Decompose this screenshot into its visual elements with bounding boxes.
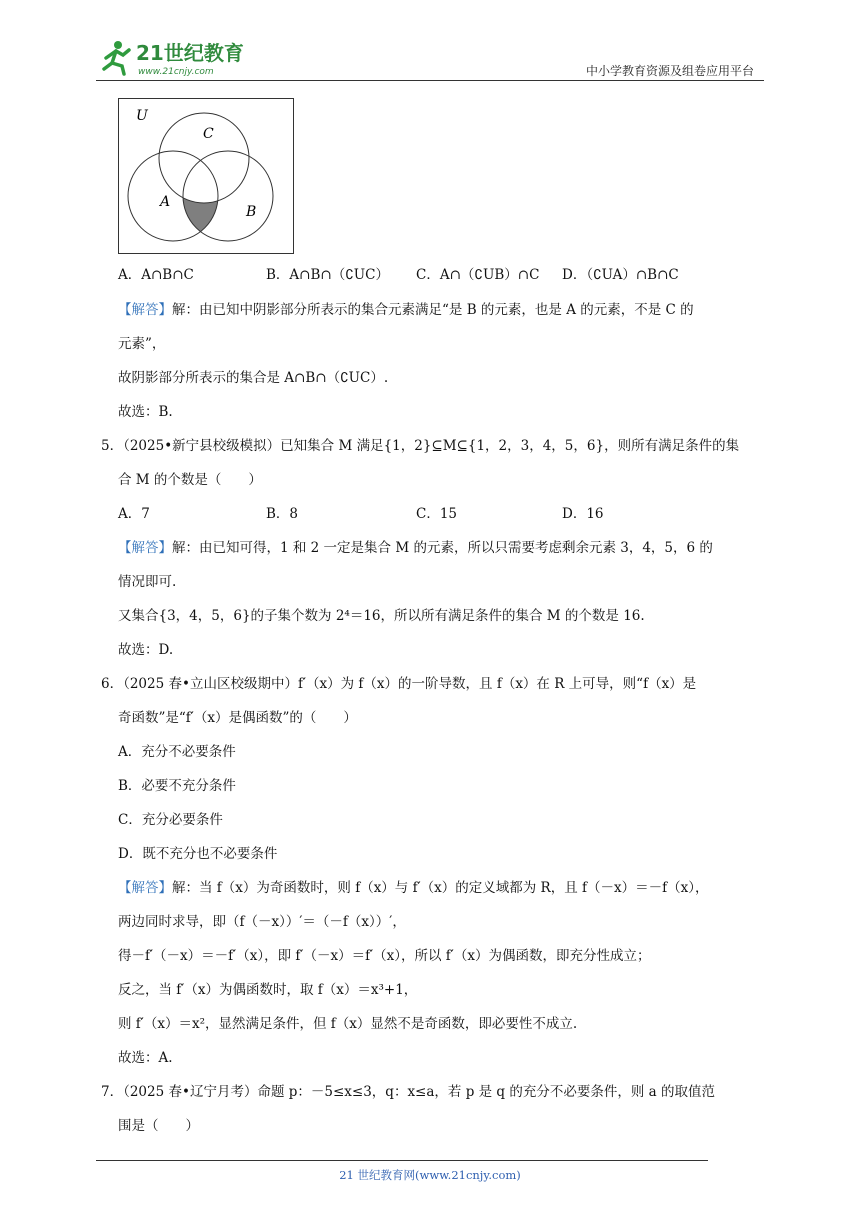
option[interactable]: B．A∩B∩（∁UC）	[266, 267, 390, 283]
q6-solution-line: 两边同时求导，即（f（－x））′＝（－f（x））′，	[118, 914, 406, 930]
q5-answer: 故选：D.	[118, 642, 174, 658]
q6-stem: 6．（2025 春•立山区校级期中）f′（x）为 f（x）的一阶导数，且 f（x）在 R 上可导，则“f（x）是	[101, 676, 697, 692]
q7-stem: 7．（2025 春•辽宁月考）命题 p：－5≤x≤3，q：x≤a，若 p 是 q 的充分不必要条件，则 a 的取值范	[101, 1084, 715, 1100]
q5-stem: 合 M 的个数是（ ）	[118, 472, 262, 488]
answer-tag: 【解答】	[118, 540, 172, 556]
option[interactable]: C．15	[416, 506, 458, 522]
label-b: B	[246, 204, 257, 220]
runner-icon	[104, 41, 129, 74]
option[interactable]: B．8	[266, 506, 299, 522]
q5-options	[118, 502, 604, 522]
option[interactable]: D．（∁UA）∩B∩C	[562, 267, 679, 283]
option[interactable]: C．充分必要条件	[118, 812, 223, 828]
q5-solution-line: 又集合{3，4，5，6}的子集个数为 2⁴＝16，所以所有满足条件的集合 M 的个数是 16.	[118, 608, 645, 624]
label-a: A	[160, 194, 171, 210]
platform-name: 中小学教育资源及组卷应用平台	[585, 64, 754, 78]
answer-tag: 【解答】	[118, 880, 172, 896]
logo-text: 21世纪教育	[136, 41, 244, 65]
q4-options	[118, 263, 679, 283]
option[interactable]: A．充分不必要条件	[118, 744, 236, 760]
option[interactable]: D．既不充分也不必要条件	[118, 846, 278, 862]
q6-answer: 故选：A.	[118, 1050, 173, 1066]
q4-solution-line: 元素”，	[118, 336, 166, 352]
q6-solution-line: 【解答】解：当 f（x）为奇函数时，则 f（x）与 f′（x）的定义域都为 R，且 f（－x）＝－f（x），	[118, 880, 709, 896]
logo-url: www.21cnjy.com	[138, 67, 214, 77]
q6-solution-line: 得－f′（－x）＝－f′（x），即 f′（－x）＝f′（x），所以 f′（x）为偶函数，即充分性成立；	[118, 948, 651, 964]
option[interactable]: B．必要不充分条件	[118, 778, 236, 794]
footer-rule	[96, 1160, 708, 1161]
q5-solution-line: 情况即可.	[118, 574, 177, 590]
q6-stem: 奇函数”是“f′（x）是偶函数”的（ ）	[118, 710, 357, 726]
option[interactable]: A．A∩B∩C	[118, 267, 194, 283]
option[interactable]: A．7	[118, 506, 150, 522]
option[interactable]: C．A∩（∁UB）∩C	[416, 267, 540, 283]
q7-stem: 围是（ ）	[118, 1118, 199, 1134]
venn-diagram	[118, 98, 294, 254]
q4-answer: 故选：B.	[118, 404, 173, 420]
q4-solution-line: 故阴影部分所表示的集合是 A∩B∩（∁UC）.	[118, 370, 389, 386]
site-logo	[96, 36, 266, 80]
option[interactable]: D．16	[562, 506, 604, 522]
label-u: U	[136, 108, 148, 124]
q6-solution-line: 则 f′（x）＝x²，显然满足条件，但 f（x）显然不是奇函数，即必要性不成立.	[118, 1016, 578, 1032]
header-rule	[96, 80, 764, 81]
answer-tag: 【解答】	[118, 302, 172, 318]
q5-solution-line: 【解答】解：由已知可得，1 和 2 一定是集合 M 的元素，所以只需要考虑剩余元素 3，4，5，6 的	[118, 540, 713, 556]
footer-link[interactable]: 21 世纪教育网(www.21cnjy.com)	[339, 1168, 521, 1182]
q4-solution-line: 【解答】解：由已知中阴影部分所表示的集合元素满足“是 B 的元素，也是 A 的元素，不是 C 的	[118, 302, 694, 318]
q5-stem: 5．（2025•新宁县校级模拟）已知集合 M 满足{1，2}⊆M⊆{1，2，3，4，5，6}，则所有满足条件的集	[101, 438, 740, 454]
label-c: C	[203, 126, 214, 142]
q6-solution-line: 反之，当 f′（x）为偶函数时，取 f（x）＝x³+1，	[118, 982, 418, 998]
